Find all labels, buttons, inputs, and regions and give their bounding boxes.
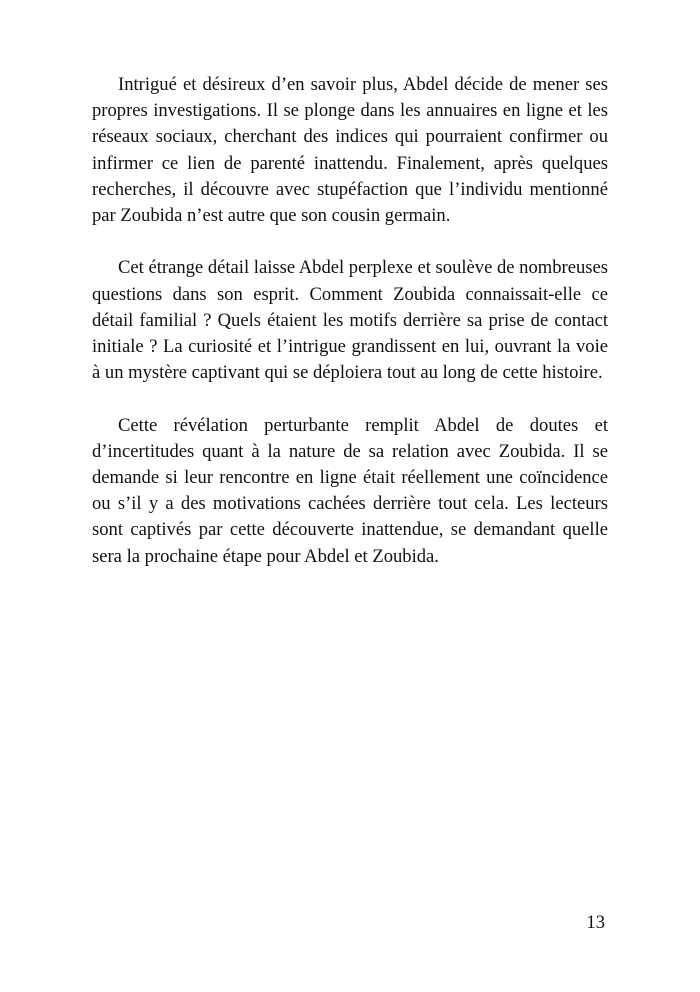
paragraph-3: Cette révélation perturbante remplit Abdel de doutes et d’incertitudes quant à la nature de sa relation avec Zoubida. Il se demande si leur rencontre en ligne était réellement une coïncidence ou s’il y a des motivations cachées derrière tout cela. Les lecteurs sont captivés par cette découverte inattendue, se demandant quelle sera la prochaine étape pour Abdel et Zoubida. — [92, 414, 608, 567]
body-text — [92, 72, 608, 596]
paragraph-2: Cet étrange détail laisse Abdel perplexe et soulève de nombreuses questions dans son esprit. Comment Zoubida connaissait-elle ce détail familial ? Quels étaient les motifs derrière sa prise de contact initiale ? La curiosité et l’intrigue grandissent en lui, ouvrant la voie à un mystère captivant qui se déploiera tout au long de cette histoire. — [92, 257, 608, 384]
page-number: 13 — [586, 912, 605, 933]
paragraph-1: Intrigué et désireux d’en savoir plus, Abdel décide de mener ses propres investigations. Il se plonge dans les annuaires en ligne et les réseaux sociaux, cherchant des indices qui pourraient confirmer ou infirmer ce lien de parenté inattendu. Finalement, après quelques recherches, il découvre avec stupéfaction que l’individu mentionné par Zoubida n’est autre que son cousin germain. — [92, 74, 608, 227]
